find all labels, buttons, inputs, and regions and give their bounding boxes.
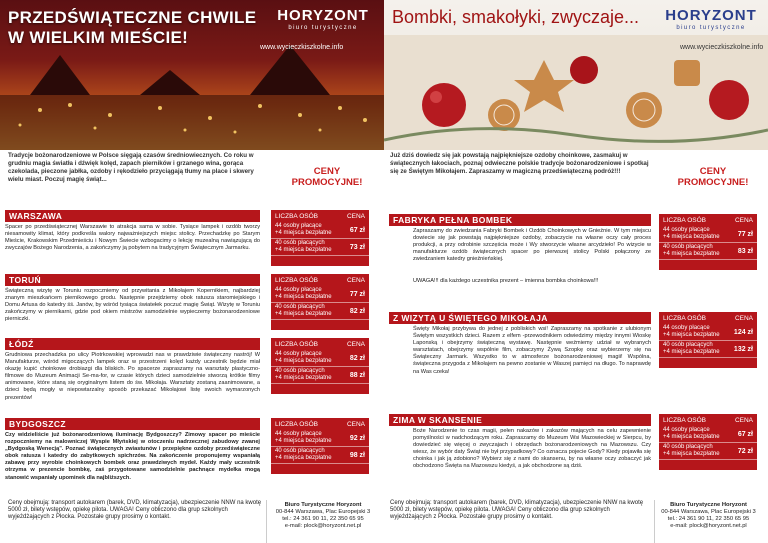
price-row: 44 osoby płacące +4 miejsca bezpłatne 82 zł [271,350,369,367]
price-row: 40 osób płacących +4 miejsca bezpłatne 73 zł [271,239,369,256]
price-row: 40 osób płacących +4 miejsca bezpłatne 82 zł [271,303,369,320]
promo-line-2: PROMOCYJNE! [677,177,749,188]
price-table-header: LICZBA OSÓB CENA [275,340,365,348]
promo-line-1: CENY [313,166,341,177]
section-swiety-mikolaj [389,312,763,408]
intro-text: Tradycje bożonarodzeniowe w Polsce sięgają czasów średniowiecznych. Co roku w grudniu magia światła i dźwięk kolęd, zapach pierników i grzanego wina, gorąca czekolada, pieczone jabłka, ozdoby i rękodzieło przyciągają tłumy na place i skwery wielu miast. Poczuj magię świąt... [8,152,254,183]
page-title [8,8,256,48]
price-table-header: LICZBA OSÓB CENA [275,276,365,284]
ornaments-cookies-photo [384,0,768,150]
section-heading: ŁÓDŹ [5,338,260,350]
price-table [271,338,369,394]
footer-terms: Ceny obejmują: transport autokarem (barek, DVD, klimatyzacja), ubezpieczenie NNW na kwotę 5000 zł, bilety wstępów, opiekę pilota. UWAGA! Ceny obliczono dla grup szkolnych wyjeżdżających z Płocka. Pozostałe grupy prosimy o kontakt. [390,500,644,521]
price-row: 44 osoby płacące +4 miejsca bezpłatne 92 zł [271,430,369,447]
section-heading: FABRYKA PEŁNA BOMBEK [389,214,651,226]
price-table [659,414,757,470]
section-lodz [5,338,379,422]
price-table-header: LICZBA OSÓB CENA [663,416,753,424]
price-row: 40 osób płacących +4 miejsca bezpłatne 83 zł [659,243,757,260]
price-row: 44 osoby płacące +4 miejsca bezpłatne 124 zł [659,324,757,341]
promo-prices-label [272,166,382,188]
footer-contact: Biuro Turystyczne Horyzont 00-844 Warszawa, Plac Europejski 3 tel.: 24 361 90 11, 22 350 65 95 e-mail: plock@horyzont.net.pl [654,500,762,543]
website-url[interactable]: www.wycieczkiszkolne.info [680,44,764,51]
section-description: Święty Mikołaj przybywa do jednej z pobliskich wsi! Zapraszamy na spotkanie z ulubionym Świętym wszystkich dzieci. Razem z elfem -przewodnikiem odwiedzimy między innymi Wioskę Laponską i obejrzymy świąteczną wystawę. Następnie weźmiemy udział w wybranych warsztatach, obejrzymy wspólnie film, zobaczymy Żywą Szopkę oraz wybierzemy się na Świąteczny Jarmark. Wszystko to w atmosferze bożonarodzeniowej magii! Wspólna, świąteczna przygoda z Mikołajem na pewno zostanie w Waszej pamięci na długo. To naprawdę na Was czeka! [413,326,651,375]
page-title: Bombki, smakołyki, zwyczaje... [392,7,640,27]
price-row: 40 osób płacących +4 miejsca bezpłatne 72 zł [659,443,757,460]
price-row: 40 osób płacących +4 miejsca bezpłatne 132 zł [659,341,757,358]
section-description: Boże Narodzenie to czas magii, pełen nakazów i zakazów mających na celu zapewnienie pomyślności w nadchodzącym roku. Zapraszamy do Muzeum Wsi Mazowieckiej w Sierpcu, by dowiedzieć się więcej o zwyczajach i obrzędach bożonarodzeniowych na Mazowszu. Czy wiesz, że wybór daty Świąt nie był przypadkowy? Co oznacza pojecie Gody? Kiedy pojawiła się choinka i jak ją zdobiono? Wybierz się z nami do skansenu, by na własne oczy zobaczyć jak obchodzono Święta na Mazowszu kiedyś, a jak obchodzone są dziś. [413,428,651,470]
logo-subtitle: biuro turystyczne [676,25,746,31]
title-line-2: W WIELKIM MIEŚCIE! [8,28,189,47]
gift-note: UWAGA!!! dla każdego uczestnika prezent – imienna bombka choinkowa!!! [413,278,599,284]
intro-text: Już dziś dowiedz się jak powstają najpiękniejsze ozdoby choinkowe, zasmakuj w świątecznych łakociach, poznaj odwieczne polskie tradycje bożonarodzeniowe i spotkaj się ze Świętym Mikołajem. Zapraszamy w magiczną przedświąteczną podróż!!! [390,152,649,175]
price-table [271,210,369,266]
section-description: Spacer po przedświątecznej Warszawie to atrakcja sama w sobie. Tysiące lampek i ozdób tworzy niesamowity klimat, który podkreśla walory najważniejszych miejsc stolicy. Przechadzkę po Starym Mieście, Krakowskim Przedmieściu i Nowym Świecie wzbogacimy o lekcję muzealną nawiązującą do zwyczajów Bożego Narodzenia, a zakończymy ją pobytem na tradycyjnym Świątecznym Jarmarku. [5,224,260,252]
price-table [271,274,369,330]
price-table [271,418,369,474]
section-bydgoszcz [5,418,379,498]
section-warszawa [5,210,379,274]
promo-line-1: CENY [699,166,727,177]
section-heading: Z WIZYTĄ U ŚWIĘTEGO MIKOŁAJA [389,312,651,324]
price-table-header: LICZBA OSÓB CENA [275,212,365,220]
section-torun [5,274,379,338]
section-description: Świąteczną wizytę w Toruniu rozpoczniemy od przywitania z Mikołajem Kopernikiem, najbardziej znanym mieszkańcem piernikowego grodu. Następnie przejdziemy obok ratusza staromiejskiego i Domu Artusa do katedry śś. Janów, by wśród tysiąca światełek poczuć magię Świąt. Wizytę w Toruniu zakończymy w piernikarni, gdzie pod okiem mistrzów samodzielnie wypieczemy bożonarodzeniowe pierniczki. [5,288,260,323]
section-heading: WARSZAWA [5,210,260,222]
price-row: 44 osoby płacące +4 miejsca bezpłatne 77 zł [659,226,757,243]
website-url[interactable]: www.wycieczkiszkolne.info [260,44,344,51]
price-row: 40 osób płacących +4 miejsca bezpłatne 98 zł [271,447,369,464]
section-heading: BYDGOSZCZ [5,418,260,430]
section-heading: TORUŃ [5,274,260,286]
christmas-market-photo [0,0,384,150]
horyzont-logo [658,8,764,44]
price-row: 44 osoby płacące +4 miejsca bezpłatne 77 zł [271,286,369,303]
promo-prices-label [658,166,768,188]
price-row: 40 osób płacących +4 miejsca bezpłatne 88 zł [271,367,369,384]
logo-name: HORYZONT [665,7,757,24]
promo-line-2: PROMOCYJNE! [291,177,363,188]
price-table [659,312,757,368]
price-row: 44 osoby płacące +4 miejsca bezpłatne 67 zł [271,222,369,239]
footer-terms: Ceny obejmują: transport autokarem (barek, DVD, klimatyzacja), ubezpieczenie NNW na kwotę 5000 zł, bilety wstępów, opiekę pilota. UWAGA! Ceny obliczono dla grup szkolnych wyjeżdżających z Płocka. Pozostałe grupy prosimy o kontakt. [8,500,262,521]
section-zima-w-skansenie [389,414,763,498]
horyzont-logo [270,8,376,44]
price-table-header: LICZBA OSÓB CENA [663,314,753,322]
section-description: Grudniowa przechadzka po ulicy Piotrkowskiej wprowadzi nas w prawdziwie świąteczny nastrój! W Manufakturze, wśród migoczących lampek oraz w przestrzeni kolęd każdy uczestnik będzie miał okazję kupić choinkowe drobiazgi dla bliskich. Po spacerze zapraszamy na warsztaty plastyczno-filmowe do Muzeum Animacji Se-ma-for, w czasie których dzieci samodzielnie stworzą krótkie filmy animowane, które staną się oryginalnym listem do św. Mikołaja. Warsztaty zostaną zaanimowane, a dzieci będą mogły w niepowtarzalny sposób przekazać Mikołajowi listę swoich wymarzonych prezentów! [5,352,260,401]
logo-name: HORYZONT [277,7,369,24]
right-page [384,0,768,543]
price-table [659,214,757,270]
section-description: Czy widzieliście już bożonarodzeniową iluminację Bydgoszczy? Zimowy spacer po mieście rozpoczniemy na malowniczej Wyspie Młyńskiej w otoczeniu nadrzecznej zabudowy zwanej „Bydgoską Wenecją". Poznać świątecznych zwiastunów i przepiękne ozdoby przedświąteczne obok ratusza i katedry do zabytkowych spichrzów. Na zakończenie proponujemy wspaniałą zabawę przy wyrobie choinkowych bombek oraz prawdziwych mydeł. Każdy mały uczestnik otrzyma w prezencie bombkę, zaś przygotowane samodzielnie pachnące mydełka mogą stanowić wspaniały upominek dla najbliższych. [5,432,260,481]
price-row: 44 osoby płacące +4 miejsca bezpłatne 67 zł [659,426,757,443]
title-line-1: PRZEDŚWIĄTECZNE CHWILE [8,8,257,27]
price-table-header: LICZBA OSÓB CENA [663,216,753,224]
price-table-header: LICZBA OSÓB CENA [275,420,365,428]
footer-contact: Biuro Turystyczne Horyzont 00-844 Warszawa, Plac Europejski 3 tel.: 24 361 90 11, 22 350 65 95 e-mail: plock@horyzont.net.pl [266,500,379,543]
section-fabryka-bombek [389,214,763,310]
logo-subtitle: biuro turystyczne [288,25,358,31]
section-heading: ZIMA W SKANSENIE [389,414,651,426]
section-description: Zapraszamy do zwiedzania Fabryki Bombek i Ozdób Choinkowych w Gnieźnie. W tym miejscu dowiecie się jak powstają najpiękniejsze ozdoby, zobaczycie na własne oczy cały proces produkcji, a przy odrobinie szczęścia może i Wy stworzycie własne arcydzieło! Po wizycie w manufakturze ozdób świątecznych spacer po pierwszej stolicy Polski połączony ze zwiedzaniem katedry gnieźnieńskiej. [413,228,651,263]
